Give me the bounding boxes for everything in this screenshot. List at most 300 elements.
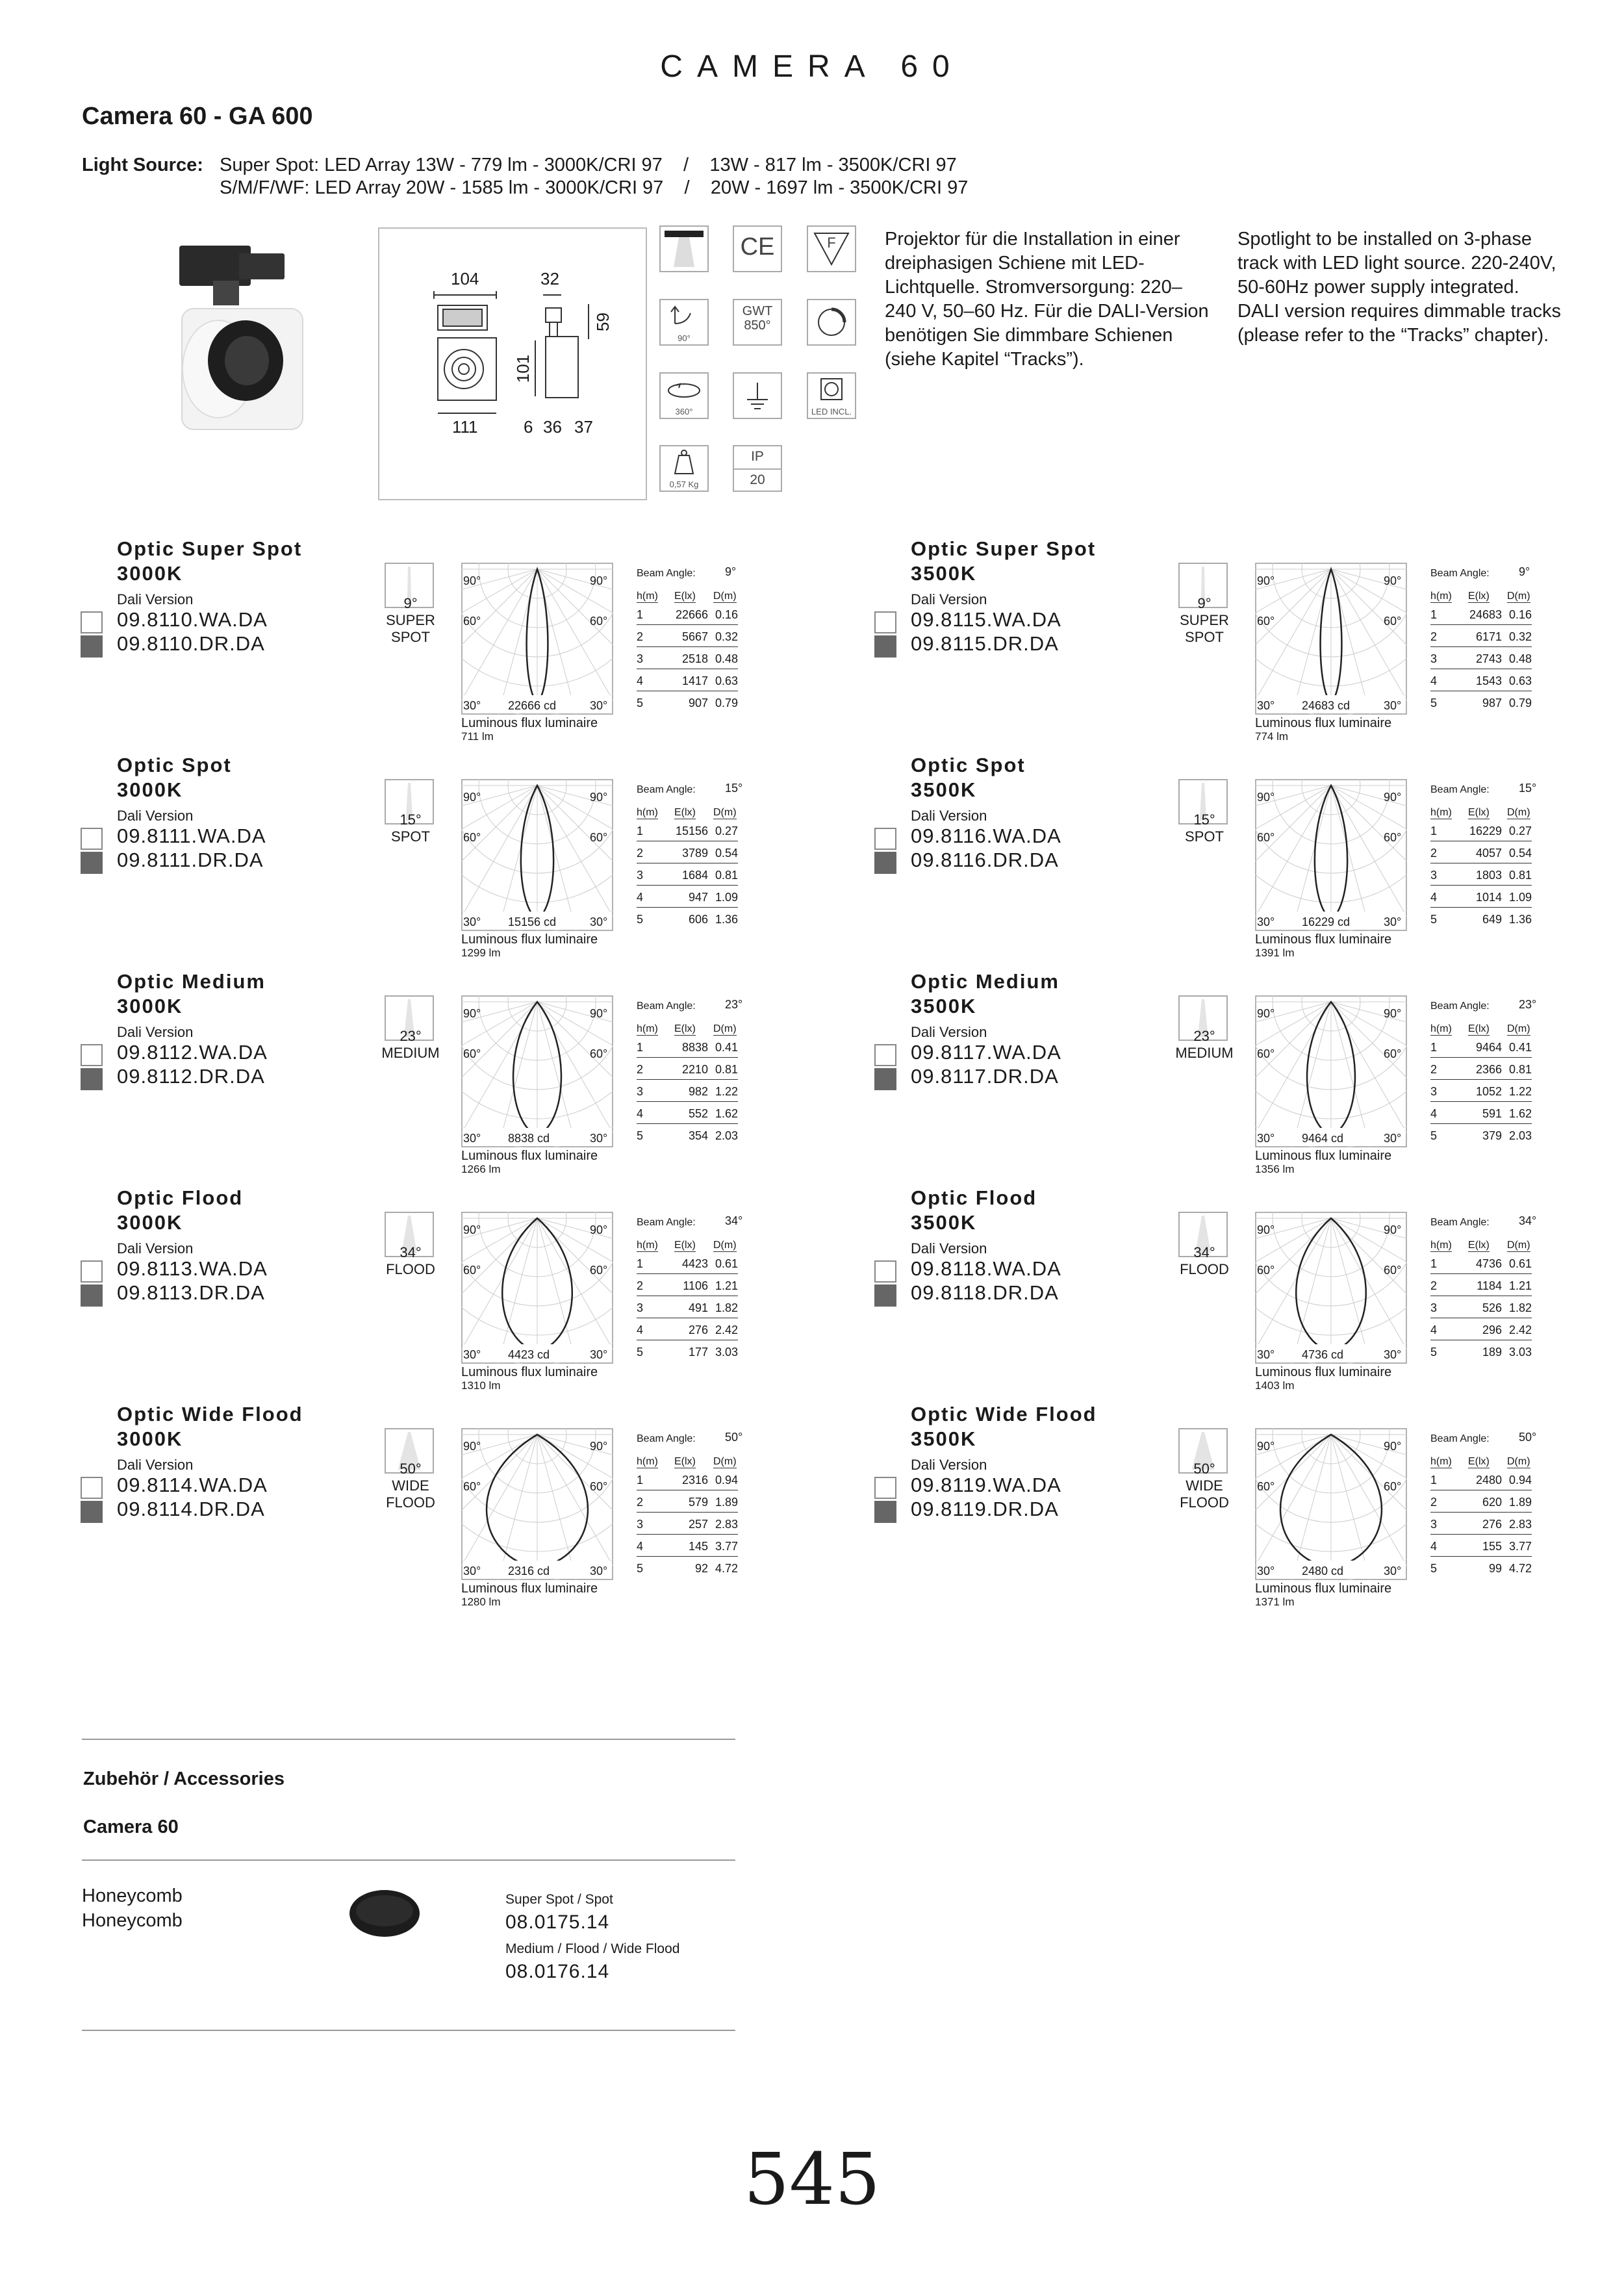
page-number: 545: [744, 2138, 880, 2221]
article-code-white: 09.8117.WA.DA: [911, 1041, 1061, 1064]
polar-label-30-left: 30°: [463, 1132, 481, 1145]
table-cell-d: 1.22: [1508, 1085, 1532, 1098]
beam-type-label: SUPER SPOT: [1180, 612, 1229, 645]
article-code-white: 09.8110.WA.DA: [117, 608, 268, 631]
table-cell-h: 1: [637, 1257, 644, 1270]
table-cell-d: 1.21: [1508, 1279, 1532, 1292]
table-cell-h: 4: [637, 1107, 644, 1120]
ip-rating-icon: IP 20: [733, 445, 782, 492]
table-cell-lux: 552: [688, 1107, 708, 1120]
table-cell-h: 4: [1430, 1107, 1438, 1120]
beam-angle-label: Beam Angle:: [637, 1001, 696, 1012]
table-header: h(m): [1430, 1240, 1452, 1251]
polar-label-90-right: 90°: [590, 1007, 608, 1020]
table-cell-h: 2: [1430, 1063, 1438, 1076]
table-cell-lux: 177: [688, 1346, 708, 1359]
finish-white-swatch: [81, 1260, 103, 1283]
polar-label-30-right: 30°: [1384, 915, 1402, 928]
article-code-dark: 09.8116.DR.DA: [911, 849, 1059, 871]
accessory-optic-2: Medium / Flood / Wide Flood: [505, 1941, 680, 1956]
accessory-name-1: Honeycomb: [82, 1885, 183, 1906]
table-cell-h: 5: [637, 1562, 644, 1575]
table-cell-lux: 354: [688, 1129, 708, 1142]
table-cell-d: 0.54: [715, 847, 738, 860]
table-rule: [637, 1556, 738, 1557]
table-cell-lux: 649: [1482, 913, 1502, 926]
luminous-flux-label: Luminous flux luminaire: [461, 1149, 598, 1163]
table-header: h(m): [637, 591, 658, 602]
optic-title: Optic Flood 3500K: [911, 1186, 1037, 1234]
table-cell-h: 1: [637, 1474, 644, 1487]
table-cell-h: 1: [1430, 608, 1438, 621]
polar-label-30-left: 30°: [463, 1565, 481, 1578]
dali-version-label: Dali Version: [911, 1457, 987, 1473]
polar-label-30-right: 30°: [1384, 1565, 1402, 1578]
table-cell-lux: 982: [688, 1085, 708, 1098]
table-cell-d: 1.82: [715, 1301, 738, 1314]
track-mount-icon: [659, 225, 709, 272]
table-rule: [1430, 624, 1532, 625]
beam-angle-label: Beam Angle:: [1430, 1001, 1490, 1012]
table-header: h(m): [637, 807, 658, 818]
table-header: E(lx): [674, 1456, 696, 1467]
candela-value: 8838 cd: [508, 1132, 550, 1145]
description-german: Projektor für die Installation in einer dreiphasigen Schiene mit LED-Lichtquelle. Stromversorgung: 220–240 V, 50–60 Hz. Für die DALI-Version benötigen Sie dimmbare Schienen (siehe Kapitel “Tracks”).: [885, 229, 1209, 370]
table-rule: [637, 646, 738, 647]
accessory-name-2: Honeycomb: [82, 1910, 183, 1931]
table-cell-h: 2: [637, 1063, 644, 1076]
description-english: Spotlight to be installed on 3-phase track with LED light source. 220-240V, 50-60Hz power supply integrated. DALI version requires dimmable tracks (please refer to the “Tracks” chapter).: [1237, 229, 1562, 346]
table-rule: [637, 624, 738, 625]
luminous-flux-value: 774 lm: [1255, 730, 1289, 743]
table-cell-d: 0.81: [1508, 869, 1532, 882]
dim-bottom-1: 111: [452, 417, 478, 437]
polar-label-90-left: 90°: [463, 574, 481, 587]
table-cell-h: 2: [637, 630, 644, 643]
table-header: D(m): [1507, 1240, 1530, 1251]
table-cell-h: 5: [637, 1346, 644, 1359]
polar-label-60-left: 60°: [463, 615, 481, 628]
beam-degree-label: 50°: [1193, 1461, 1215, 1477]
polar-label-30-right: 30°: [590, 915, 608, 928]
dali-version-label: Dali Version: [117, 808, 194, 824]
luminous-flux-label: Luminous flux luminaire: [1255, 1365, 1392, 1379]
polar-label-60-left: 60°: [1257, 831, 1275, 844]
beam-degree-label: 23°: [400, 1028, 422, 1044]
finish-dark-swatch: [874, 852, 896, 874]
table-cell-h: 5: [1430, 1346, 1438, 1359]
table-cell-h: 5: [1430, 1129, 1438, 1142]
table-cell-lux: 1803: [1475, 869, 1502, 882]
dim-height-1: 59: [592, 313, 613, 331]
article-code-dark: 09.8118.DR.DA: [911, 1281, 1059, 1304]
table-cell-lux: 155: [1482, 1540, 1502, 1553]
beam-type-label: SUPER SPOT: [386, 612, 435, 645]
beam-degree-label: 15°: [1193, 811, 1215, 828]
table-cell-lux: 907: [688, 696, 708, 709]
table-cell-h: 3: [1430, 652, 1438, 665]
table-cell-lux: 1014: [1475, 891, 1502, 904]
table-rule: [1430, 1057, 1532, 1058]
beam-angle-label: Beam Angle:: [637, 1433, 696, 1444]
table-cell-lux: 2743: [1475, 652, 1502, 665]
table-header: E(lx): [674, 591, 696, 602]
table-header: h(m): [1430, 807, 1452, 818]
table-cell-h: 1: [637, 824, 644, 837]
article-code-dark: 09.8110.DR.DA: [117, 632, 265, 655]
dimmable-icon: [807, 299, 856, 346]
beam-degree-label: 50°: [400, 1461, 422, 1477]
article-code-dark: 09.8119.DR.DA: [911, 1498, 1059, 1520]
table-header: D(m): [713, 591, 737, 602]
finish-white-swatch: [874, 1477, 896, 1499]
table-cell-d: 0.48: [715, 652, 738, 665]
beam-degree-label: 34°: [1193, 1244, 1215, 1260]
dali-version-label: Dali Version: [117, 1240, 194, 1257]
table-cell-lux: 1052: [1475, 1085, 1502, 1098]
polar-label-60-right: 60°: [1384, 1480, 1402, 1493]
table-cell-d: 0.27: [1508, 824, 1532, 837]
optic-title: Optic Wide Flood 3000K: [117, 1403, 303, 1450]
candela-value: 4736 cd: [1302, 1348, 1344, 1361]
luminous-flux-value: 1266 lm: [461, 1163, 501, 1175]
table-cell-lux: 620: [1482, 1496, 1502, 1509]
article-code-white: 09.8115.WA.DA: [911, 608, 1061, 631]
table-cell-d: 0.79: [1508, 696, 1532, 709]
table-cell-lux: 15156: [675, 824, 708, 837]
polar-label-60-right: 60°: [1384, 1047, 1402, 1060]
optic-title: Optic Medium 3500K: [911, 970, 1059, 1017]
candela-value: 24683 cd: [1302, 699, 1351, 712]
beam-type-label: SPOT: [391, 828, 430, 845]
table-cell-h: 3: [637, 652, 644, 665]
candela-value: 16229 cd: [1302, 915, 1351, 928]
dim-bottom-2: 6: [524, 417, 533, 437]
polar-label-30-right: 30°: [590, 699, 608, 712]
table-cell-d: 1.62: [1508, 1107, 1532, 1120]
table-header: E(lx): [1468, 1456, 1490, 1467]
table-cell-h: 2: [1430, 1496, 1438, 1509]
table-cell-d: 2.83: [1508, 1518, 1532, 1531]
table-cell-lux: 987: [1482, 696, 1502, 709]
polar-label-30-left: 30°: [463, 1348, 481, 1361]
candela-value: 2316 cd: [508, 1565, 550, 1578]
rotation-360-icon: 360°: [659, 372, 709, 419]
polar-label-90-right: 90°: [590, 1440, 608, 1453]
table-cell-h: 1: [637, 608, 644, 621]
table-cell-h: 5: [1430, 913, 1438, 926]
accessory-optic-1: Super Spot / Spot: [505, 1892, 613, 1907]
polar-label-60-right: 60°: [590, 615, 608, 628]
optic-title: Optic Super Spot 3000K: [117, 537, 303, 585]
optic-title: Optic Spot 3000K: [117, 754, 232, 801]
beam-degree-label: 9°: [403, 595, 418, 611]
table-header: D(m): [713, 1456, 737, 1467]
table-cell-d: 0.63: [715, 674, 738, 687]
polar-label-60-right: 60°: [1384, 831, 1402, 844]
article-code-white: 09.8113.WA.DA: [117, 1257, 268, 1280]
article-code-dark: 09.8114.DR.DA: [117, 1498, 265, 1520]
polar-label-30-left: 30°: [1257, 915, 1275, 928]
polar-label-90-right: 90°: [590, 574, 608, 587]
table-cell-h: 1: [1430, 1041, 1438, 1054]
table-cell-d: 3.03: [715, 1346, 738, 1359]
finish-white-swatch: [874, 611, 896, 633]
table-rule: [637, 1512, 738, 1513]
dim-width-1: 104: [451, 269, 479, 288]
table-cell-h: 5: [637, 913, 644, 926]
table-header: D(m): [713, 807, 737, 818]
beam-angle-value: 15°: [1519, 782, 1537, 795]
table-cell-d: 0.16: [715, 608, 738, 621]
beam-angle-value: 50°: [725, 1431, 743, 1444]
product-title: Camera 60 - GA 600: [82, 103, 313, 130]
table-cell-h: 1: [1430, 1474, 1438, 1487]
polar-label-60-right: 60°: [590, 1047, 608, 1060]
finish-dark-swatch: [874, 1501, 896, 1523]
beam-degree-label: 15°: [400, 811, 422, 828]
table-cell-d: 0.81: [715, 869, 738, 882]
luminous-flux-label: Luminous flux luminaire: [1255, 932, 1392, 947]
article-code-white: 09.8119.WA.DA: [911, 1474, 1061, 1496]
table-cell-d: 3.03: [1508, 1346, 1532, 1359]
finish-dark-swatch: [81, 1284, 103, 1307]
finish-dark-swatch: [81, 635, 103, 658]
luminous-flux-value: 1356 lm: [1255, 1163, 1295, 1175]
table-cell-d: 2.42: [715, 1323, 738, 1336]
polar-label-90-right: 90°: [590, 791, 608, 804]
table-cell-h: 4: [637, 674, 644, 687]
candela-value: 9464 cd: [1302, 1132, 1344, 1145]
led-included-icon: LED INCL.: [807, 372, 856, 419]
polar-label-30-right: 30°: [1384, 1132, 1402, 1145]
table-cell-h: 2: [637, 847, 644, 860]
table-cell-h: 3: [637, 869, 644, 882]
polar-label-90-left: 90°: [1257, 574, 1275, 587]
table-cell-lux: 606: [688, 913, 708, 926]
polar-label-60-right: 60°: [590, 1480, 608, 1493]
table-cell-lux: 24683: [1469, 608, 1502, 621]
gwt-850-icon: GWT 850°: [733, 299, 782, 346]
table-rule: [637, 1079, 738, 1080]
dali-version-label: Dali Version: [117, 1024, 194, 1040]
table-cell-lux: 16229: [1469, 824, 1502, 837]
finish-white-swatch: [81, 828, 103, 850]
table-rule: [1430, 1273, 1532, 1274]
finish-white-swatch: [81, 1477, 103, 1499]
polar-label-30-right: 30°: [590, 1565, 608, 1578]
dali-version-label: Dali Version: [911, 591, 987, 607]
table-cell-d: 1.36: [1508, 913, 1532, 926]
finish-white-swatch: [874, 828, 896, 850]
beam-angle-label: Beam Angle:: [1430, 1433, 1490, 1444]
light-source-line-2: S/M/F/WF: LED Array 20W - 1585 lm - 3000K/CRI 97 / 20W - 1697 lm - 3500K/CRI 97: [220, 177, 969, 198]
table-cell-lux: 8838: [681, 1041, 708, 1054]
polar-label-90-left: 90°: [463, 1007, 481, 1020]
table-cell-lux: 92: [694, 1562, 708, 1575]
table-rule: [1430, 1556, 1532, 1557]
table-cell-lux: 4736: [1475, 1257, 1502, 1270]
polar-label-30-left: 30°: [1257, 1132, 1275, 1145]
table-cell-h: 5: [1430, 696, 1438, 709]
polar-label-30-left: 30°: [463, 699, 481, 712]
dim-bottom-3: 36: [543, 417, 562, 437]
table-header: h(m): [637, 1240, 658, 1251]
table-header: E(lx): [1468, 807, 1490, 818]
table-rule: [637, 1534, 738, 1535]
beam-degree-label: 23°: [1193, 1028, 1215, 1044]
table-cell-lux: 6171: [1475, 630, 1502, 643]
table-rule: [637, 1101, 738, 1102]
table-rule: [637, 1057, 738, 1058]
article-code-dark: 09.8112.DR.DA: [117, 1065, 265, 1088]
polar-label-60-right: 60°: [1384, 1264, 1402, 1277]
table-cell-h: 4: [637, 1540, 644, 1553]
table-cell-d: 1.62: [715, 1107, 738, 1120]
polar-label-30-left: 30°: [1257, 1565, 1275, 1578]
table-cell-d: 0.61: [1508, 1257, 1532, 1270]
light-source-line-1: Super Spot: LED Array 13W - 779 lm - 3000K/CRI 97 / 13W - 817 lm - 3500K/CRI 97: [220, 155, 957, 175]
luminous-flux-value: 711 lm: [461, 730, 494, 743]
luminous-flux-label: Luminous flux luminaire: [461, 716, 598, 730]
luminous-flux-label: Luminous flux luminaire: [461, 1365, 598, 1379]
table-cell-lux: 296: [1482, 1323, 1502, 1336]
optic-title: Optic Spot 3500K: [911, 754, 1026, 801]
table-cell-lux: 1684: [681, 869, 708, 882]
table-cell-lux: 145: [688, 1540, 708, 1553]
accessory-code-1: 08.0175.14: [505, 1911, 610, 1933]
table-cell-lux: 526: [1482, 1301, 1502, 1314]
polar-label-90-left: 90°: [463, 791, 481, 804]
dali-version-label: Dali Version: [117, 1457, 194, 1473]
table-cell-d: 4.72: [1508, 1562, 1532, 1575]
article-code-dark: 09.8111.DR.DA: [117, 849, 264, 871]
table-header: D(m): [1507, 807, 1530, 818]
candela-value: 2480 cd: [1302, 1565, 1344, 1578]
beam-type-label: FLOOD: [1180, 1261, 1229, 1277]
finish-dark-swatch: [81, 1501, 103, 1523]
table-cell-d: 2.83: [715, 1518, 738, 1531]
table-rule: [1430, 1123, 1532, 1124]
luminous-flux-value: 1280 lm: [461, 1596, 501, 1608]
table-cell-d: 0.41: [715, 1041, 738, 1054]
beam-angle-label: Beam Angle:: [637, 568, 696, 579]
table-cell-h: 3: [637, 1085, 644, 1098]
table-header: h(m): [1430, 1023, 1452, 1034]
beam-type-label: WIDE FLOOD: [386, 1477, 435, 1511]
table-header: D(m): [1507, 591, 1530, 602]
table-header: D(m): [713, 1240, 737, 1251]
table-header: E(lx): [1468, 1240, 1490, 1251]
table-cell-lux: 5667: [681, 630, 708, 643]
article-code-white: 09.8114.WA.DA: [117, 1474, 268, 1496]
table-cell-h: 3: [637, 1518, 644, 1531]
dali-version-label: Dali Version: [911, 808, 987, 824]
beam-angle-label: Beam Angle:: [637, 1217, 696, 1228]
table-cell-lux: 2210: [681, 1063, 708, 1076]
table-cell-d: 0.32: [715, 630, 738, 643]
finish-white-swatch: [81, 1044, 103, 1066]
table-cell-h: 4: [637, 891, 644, 904]
earth-ground-icon: [733, 372, 782, 419]
polar-label-60-right: 60°: [590, 831, 608, 844]
table-cell-h: 2: [1430, 1279, 1438, 1292]
table-cell-h: 1: [1430, 824, 1438, 837]
beam-angle-value: 34°: [1519, 1214, 1537, 1227]
polar-label-60-left: 60°: [463, 1047, 481, 1060]
article-code-dark: 09.8115.DR.DA: [911, 632, 1059, 655]
polar-label-60-left: 60°: [1257, 1264, 1275, 1277]
table-cell-lux: 189: [1482, 1346, 1502, 1359]
table-cell-lux: 2480: [1475, 1474, 1502, 1487]
polar-label-90-left: 90°: [1257, 1440, 1275, 1453]
table-header: D(m): [1507, 1456, 1530, 1467]
table-cell-lux: 9464: [1475, 1041, 1502, 1054]
beam-type-label: MEDIUM: [381, 1045, 440, 1061]
polar-label-90-right: 90°: [1384, 1007, 1402, 1020]
table-rule: [637, 1273, 738, 1274]
luminous-flux-label: Luminous flux luminaire: [1255, 1149, 1392, 1163]
beam-angle-value: 34°: [725, 1214, 743, 1227]
luminous-flux-label: Luminous flux luminaire: [461, 1581, 598, 1596]
polar-label-90-left: 90°: [1257, 791, 1275, 804]
candela-value: 15156 cd: [508, 915, 557, 928]
polar-label-90-right: 90°: [590, 1223, 608, 1236]
optic-title: Optic Wide Flood 3500K: [911, 1403, 1097, 1450]
luminous-flux-value: 1299 lm: [461, 947, 501, 959]
table-cell-lux: 379: [1482, 1129, 1502, 1142]
table-cell-h: 3: [1430, 869, 1438, 882]
polar-label-30-right: 30°: [590, 1132, 608, 1145]
table-rule: [1430, 1512, 1532, 1513]
table-cell-d: 0.48: [1508, 652, 1532, 665]
luminous-flux-label: Luminous flux luminaire: [461, 932, 598, 947]
divider: [82, 1739, 735, 1740]
beam-degree-label: 34°: [400, 1244, 422, 1260]
polar-label-90-left: 90°: [463, 1223, 481, 1236]
light-source-label: Light Source:: [82, 155, 203, 175]
table-header: D(m): [1507, 1023, 1530, 1034]
honeycomb-image: [348, 1887, 422, 1939]
table-cell-lux: 276: [688, 1323, 708, 1336]
table-rule: [637, 907, 738, 908]
ce-mark-icon: CE: [733, 225, 782, 272]
luminous-flux-label: Luminous flux luminaire: [1255, 716, 1392, 730]
table-cell-d: 0.81: [715, 1063, 738, 1076]
table-cell-h: 2: [1430, 847, 1438, 860]
polar-label-30-right: 30°: [1384, 699, 1402, 712]
table-cell-d: 1.89: [1508, 1496, 1532, 1509]
table-cell-h: 2: [637, 1496, 644, 1509]
table-header: E(lx): [674, 1023, 696, 1034]
table-header: E(lx): [1468, 1023, 1490, 1034]
optic-title: Optic Super Spot 3500K: [911, 537, 1097, 585]
table-cell-lux: 947: [688, 891, 708, 904]
table-cell-lux: 22666: [675, 608, 708, 621]
candela-value: 22666 cd: [508, 699, 557, 712]
table-cell-d: 4.72: [715, 1562, 738, 1575]
table-rule: [637, 885, 738, 886]
table-cell-h: 2: [637, 1279, 644, 1292]
table-cell-lux: 257: [688, 1518, 708, 1531]
beam-angle-label: Beam Angle:: [1430, 568, 1490, 579]
luminous-flux-value: 1371 lm: [1255, 1596, 1295, 1608]
table-cell-h: 2: [1430, 630, 1438, 643]
beam-angle-value: 9°: [1519, 565, 1530, 578]
table-cell-h: 4: [637, 1323, 644, 1336]
table-cell-d: 0.61: [715, 1257, 738, 1270]
dim-width-2: 32: [540, 269, 559, 288]
